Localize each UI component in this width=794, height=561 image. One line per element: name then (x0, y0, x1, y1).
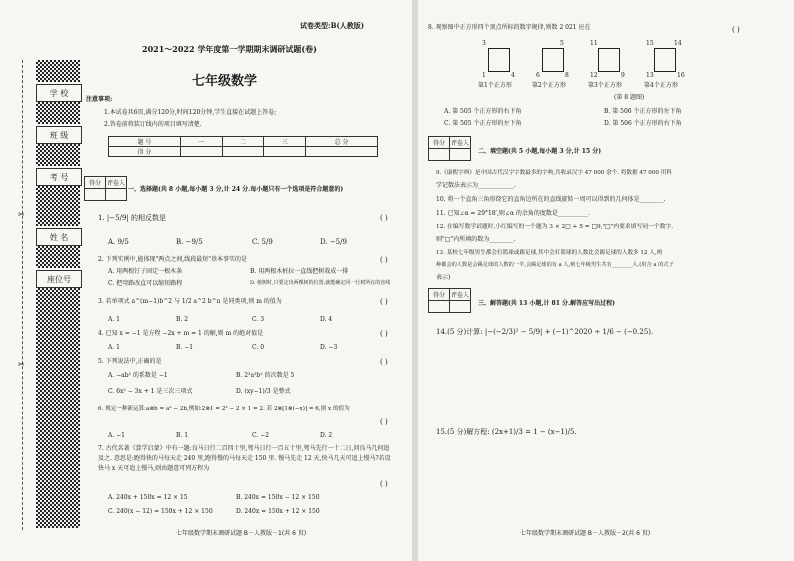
square-3 (598, 48, 620, 72)
q7-option-c[interactable]: C. 240(x − 12) = 150x + 12 × 150 (108, 508, 213, 515)
q6-stem: 6. 规定一种新运算:a⊗b = a² − 2b,例如:2⊗1 = 2² − 2 × 1 = 2. 若 2⊗[1⊗(−x)] = 6,则 x 的值为 (98, 406, 350, 412)
exam-number-field[interactable]: 考 号 (36, 168, 82, 186)
q8-stem: 8. 观察图中正方形四个顶点所标的数字规律,则数 2 021 应在 (428, 24, 591, 31)
paper-type: 试卷类型:B(人教版) (300, 21, 365, 30)
binding-strip (14, 60, 74, 530)
scissors-icon: ✂ (18, 210, 25, 219)
q2-option-d[interactable]: D. 植树时,只要定出两棵树的位置,就能确定同一行树所在的直线 (250, 280, 391, 286)
note-1: 1.本试卷共6页,满分120分,时间120分钟,学生直接在试题上答卷; (104, 109, 277, 116)
q4-stem: 4. 已知 x = −1 是方程 −2x + m = 1 的解,则 m 的绝对值是 (98, 330, 264, 337)
q1-option-b[interactable]: B. −9/5 (176, 238, 203, 246)
scissors-icon: ✂ (18, 360, 25, 369)
q3-option-b[interactable]: B. 2 (176, 316, 189, 323)
answer-blank[interactable]: ( ) (380, 214, 388, 222)
vertex-label: 11 (590, 40, 598, 47)
q2-option-c[interactable]: C. 把弯路改直可以缩短路程 (108, 280, 183, 287)
vertex-label: 5 (560, 40, 564, 47)
score-label: 得 分 (109, 147, 181, 157)
notes-heading: 注意事项: (86, 96, 113, 103)
scorer-box (428, 288, 471, 313)
grader-label: 评卷人 (450, 289, 471, 301)
q6-option-a[interactable]: A. −1 (108, 432, 125, 439)
score-cell[interactable] (264, 147, 306, 157)
q3-option-d[interactable]: D. 4 (320, 316, 333, 323)
square-2 (542, 48, 564, 72)
q4-option-a[interactable]: A. 1 (108, 344, 120, 351)
q8-option-b[interactable]: B. 第 506 个正方形的左下角 (604, 108, 682, 115)
q1-option-a[interactable]: A. 9/5 (108, 238, 129, 246)
vertex-label: 4 (511, 72, 515, 79)
grader-entry[interactable] (106, 189, 127, 201)
vertex-label: 6 (536, 72, 540, 79)
q7-option-a[interactable]: A. 240x + 150x = 12 × 15 (108, 494, 188, 501)
q14: 14.(5 分)计算: |−(−2/3)² − 5/9| + (−1)^2020 ÷ 1/6 − (−0.25). (436, 328, 654, 336)
score-entry[interactable] (429, 149, 450, 161)
q2-option-a[interactable]: A. 用两根钉子固定一根木条 (108, 268, 183, 275)
binding-pattern (36, 102, 80, 124)
subject-title: 七年级数学 (192, 74, 258, 89)
q9-line1: 9.《康熙字典》是中国古代汉字字数最多的字典,共收录汉字 47 000 余个. 将数据 47 000 用科 (436, 170, 672, 176)
q3-option-c[interactable]: C. 3 (252, 316, 265, 323)
scorer-box (428, 136, 471, 161)
vertex-label: 8 (565, 72, 569, 79)
answer-blank[interactable]: ( ) (380, 256, 388, 264)
q12-line2[interactable]: 则"□"内所填的数为________. (436, 236, 516, 243)
q5-stem: 5. 下列说法中,正确的是 (98, 358, 162, 365)
q5-option-d[interactable]: D. (xy−1)/3 是整式 (236, 388, 291, 395)
q8-option-c[interactable]: C. 第 505 个正方形的左下角 (444, 120, 522, 127)
score-header: 二 (222, 137, 264, 147)
answer-blank[interactable]: ( ) (380, 330, 388, 338)
q1-option-c[interactable]: C. 5/9 (252, 238, 273, 246)
seat-number-field[interactable]: 座位号 (36, 270, 82, 288)
grader-label: 评卷人 (450, 137, 471, 149)
square-caption: 第4个正方形 (644, 82, 678, 89)
grader-entry[interactable] (450, 149, 471, 161)
q6-option-c[interactable]: C. −2 (252, 432, 270, 439)
q6-option-b[interactable]: B. 1 (176, 432, 189, 439)
cut-line (22, 60, 23, 530)
figure-caption: (第 8 题图) (614, 94, 645, 101)
score-header: 一 (180, 137, 222, 147)
q12-line1: 12. 在编写数学试题时,小红编写的一个题为 3 × 2□ + 5 = □9,"□"内要求填写同一个数字. (436, 224, 674, 230)
q1-stem: 1. |−5/9| 的相反数是 (98, 214, 166, 222)
vertex-label: 3 (482, 40, 486, 47)
q7-option-d[interactable]: D. 240x = 150x + 12 × 150 (236, 508, 320, 515)
q5-option-b[interactable]: B. 2³a²b² 的次数是 5 (236, 372, 295, 379)
q2-option-b[interactable]: B. 用两根木桩拉一直线把树栽成一排 (250, 268, 349, 275)
q5-option-c[interactable]: C. 6x² − 3x + 1 是三次三项式 (108, 388, 193, 395)
binding-pattern (36, 144, 80, 166)
q6-option-d[interactable]: D. 2 (320, 432, 333, 439)
q2-stem: 2. 下列实例中,能体现"两点之间,线段最短"基本事实的是 (98, 256, 247, 263)
q3-stem: 3. 若单项式 a^(m−1)b^2 与 1/2 a^2 b^n 是同类项,则 m 的值为 (98, 298, 282, 305)
name-field[interactable]: 姓 名 (36, 228, 82, 246)
q9-line2[interactable]: 学记数法表示为____________. (436, 182, 516, 189)
q14-answer-area[interactable] (436, 340, 776, 420)
vertex-label: 13 (646, 72, 654, 79)
vertex-label: 1 (482, 72, 486, 79)
scorer-label: 得分 (429, 289, 450, 301)
q15: 15.(5 分)解方程: (2x+1)/3 = 1 − (x−1)/5. (436, 428, 577, 436)
page-footer: 七年级数学期末调研试题 B－人教版－2(共 6 页) (520, 530, 651, 537)
grader-label: 评卷人 (106, 177, 127, 189)
q7-stem: 7. 古代名著《算学启蒙》中有一题:良马日行二百四十里,驽马日行一百五十里,驽马先行一十二日,问良马几何追及之. 意思是:跑得快的马每天走 240 里,跑得慢的马每天走 150 里. 慢马先走 12 天,快马几天可追上慢马?若设快马 x 天可追上慢马,则由题意可列方程为 (98, 445, 391, 472)
section-3-heading: 三、解答题(共 13 小题,计 81 分.解答应写出过程) (478, 300, 615, 307)
q4-option-d[interactable]: D. −3 (320, 344, 338, 351)
score-cell[interactable] (306, 147, 378, 157)
square-4 (654, 48, 676, 72)
square-caption: 第2个正方形 (532, 82, 566, 89)
vertex-label: 9 (621, 72, 625, 79)
q8-option-a[interactable]: A. 第 505 个正方形的右下角 (444, 108, 522, 115)
square-caption: 第3个正方形 (588, 82, 622, 89)
score-entry[interactable] (85, 189, 106, 201)
section-1-heading: 一、选择题(共 8 小题,每小题 3 分,计 24 分.每小题只有一个选项是符合题意的) (128, 186, 344, 193)
q4-option-c[interactable]: C. 0 (252, 344, 265, 351)
class-field[interactable]: 班 级 (36, 126, 82, 144)
vertex-label: 16 (677, 72, 685, 79)
q11[interactable]: 11. 已知∠α = 29°18′,则∠α 的余角的度数是__________. (436, 210, 590, 217)
answer-blank[interactable]: ( ) (380, 358, 388, 366)
grader-entry[interactable] (450, 301, 471, 313)
score-header: 题 号 (109, 137, 181, 147)
q13-line2[interactable]: 种都会的人数是会踢足球的人数的一半,会踢足球的有 a 人,则七年级男生共有________人.(用含 a 的式子 (436, 262, 674, 268)
square-caption: 第1个正方形 (478, 82, 512, 89)
q4-option-b[interactable]: B. −1 (176, 344, 194, 351)
answer-blank[interactable]: ( ) (380, 418, 388, 426)
binding-pattern (36, 186, 80, 226)
q5-option-a[interactable]: A. −ab² 的系数是 −1 (108, 372, 168, 379)
q7-option-b[interactable]: B. 240x = 150x − 12 × 150 (236, 494, 320, 501)
page-footer: 七年级数学期末调研试题 B－人教版－1(共 6 页) (176, 530, 307, 537)
right-page (418, 0, 794, 561)
vertex-label: 14 (674, 40, 682, 47)
square-1 (488, 48, 510, 72)
score-cell[interactable] (222, 147, 264, 157)
q1-option-d[interactable]: D. −5/9 (320, 238, 347, 246)
q3-option-a[interactable]: A. 1 (108, 316, 120, 323)
vertex-label: 12 (590, 72, 598, 79)
q8-option-d[interactable]: D. 第 506 个正方形的右下角 (604, 120, 682, 127)
score-entry[interactable] (429, 301, 450, 313)
scorer-label: 得分 (85, 177, 106, 189)
q15-answer-area[interactable] (436, 442, 776, 522)
score-header: 三 (264, 137, 306, 147)
school-field[interactable]: 学 校 (36, 84, 82, 102)
answer-blank[interactable]: ( ) (380, 298, 388, 306)
binding-pattern (36, 60, 80, 82)
note-2: 2.答卷前将装订线内的项目填写清楚. (104, 121, 202, 128)
score-header: 总 分 (306, 137, 378, 147)
binding-pattern (36, 288, 80, 528)
q13-line1: 13. 某校七年级男生都会打篮球或踢足球,其中会打篮球的人数比会踢足球的人数多 12 人,两 (436, 250, 663, 256)
q13-line3: 表示) (436, 274, 451, 281)
score-cell[interactable] (180, 147, 222, 157)
vertex-label: 15 (646, 40, 654, 47)
score-table (108, 136, 378, 157)
scorer-box (84, 176, 127, 201)
exam-title: 2021～2022 学年度第一学期期末调研试题(卷) (142, 44, 317, 54)
section-2-heading: 二、填空题(共 5 小题,每小题 3 分,计 15 分) (478, 148, 602, 155)
answer-blank[interactable]: ( ) (732, 26, 740, 34)
answer-blank[interactable]: ( ) (380, 480, 388, 488)
q10[interactable]: 10. 将一个直角三角形绕它的直角边所在的直线旋转一周可以得到的几何体是________. (436, 196, 666, 203)
scorer-label: 得分 (429, 137, 450, 149)
binding-pattern (36, 246, 80, 268)
